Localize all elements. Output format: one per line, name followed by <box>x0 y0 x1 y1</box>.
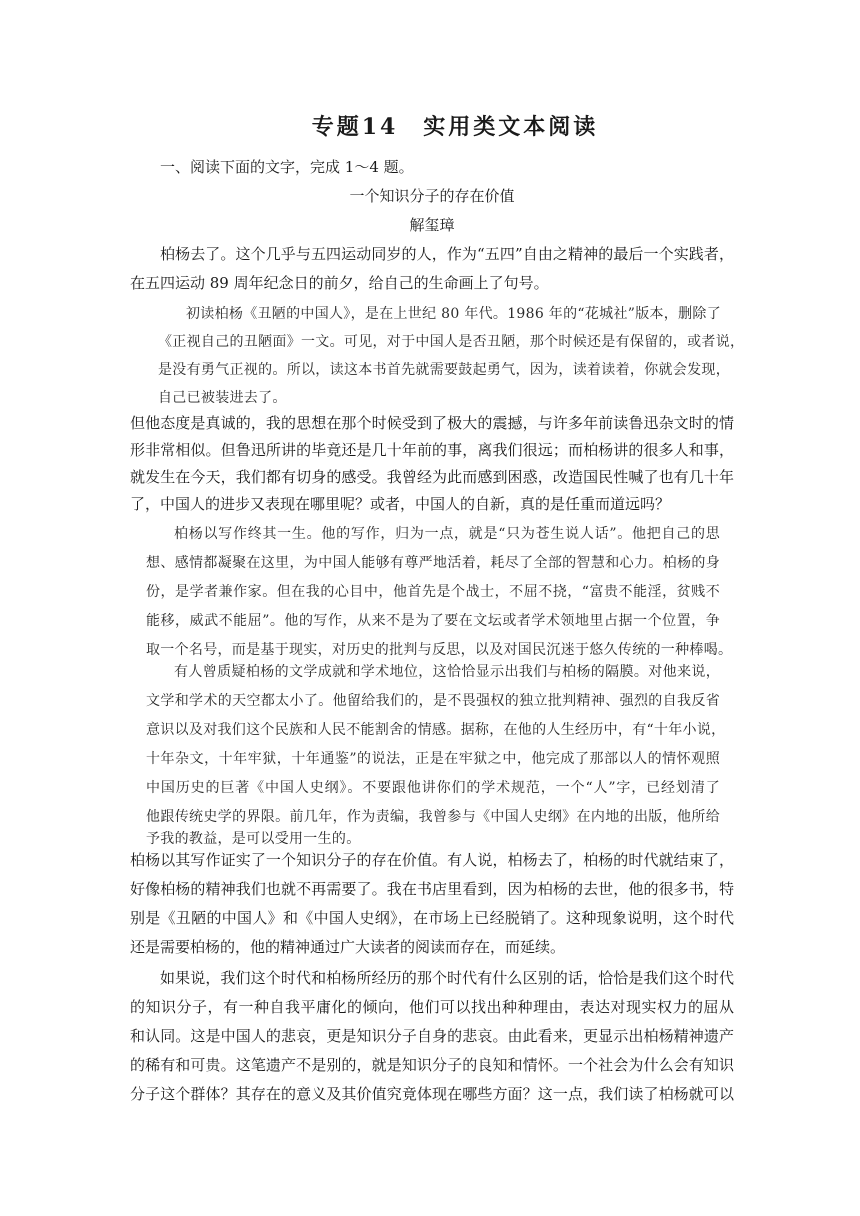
text-line: 想、感情都凝聚在这里，为中国人能够有尊严地活着，耗尽了全部的智慧和心力。柏杨的身 <box>146 555 720 571</box>
text-line: 柏杨去了。这个几乎与五四运动同岁的人，作为“五四”自由之精神的最后一个实践者， <box>160 245 734 263</box>
text-line: 的知识分子，有一种自我平庸化的倾向，他们可以找出种种理由，表达对现实权力的屈从 <box>130 998 734 1016</box>
text-line: 有人曾质疑柏杨的文学成就和学术地位，这恰恰显示出我们与柏杨的隔膜。对他来说， <box>174 664 720 680</box>
text-line: 是没有勇气正视的。所以，读这本书首先就需要鼓起勇气，因为，读着读着，你就会发现， <box>158 362 730 378</box>
instruction-text: 一、阅读下面的文字，完成 1～4 题。 <box>160 158 414 176</box>
text-line: 了，中国人的进步又表现在哪里呢？或者，中国人的自新，真的是任重而道远吗？ <box>130 495 671 513</box>
text-line: 他跟传统史学的界限。前几年，作为责编，我曾参与《中国人史纲》在内地的出版，他所给 <box>146 809 720 825</box>
text-line: 形非常相似。但鲁迅所讲的毕竟还是几十年前的事，离我们很远；而柏杨讲的很多人和事， <box>130 441 734 459</box>
text-line: 自己已被装进去了。 <box>158 390 287 406</box>
text-line: 还是需要柏杨的，他的精神通过广大读者的阅读而存在，而延续。 <box>130 938 566 956</box>
text-line: 中国历史的巨著《中国人史纲》。不要跟他讲你们的学术规范，一个“人”字，已经划清了 <box>146 780 720 796</box>
text-line: 文学和学术的天空都太小了。他留给我们的，是不畏强权的独立批判精神、强烈的自我反省 <box>146 693 720 709</box>
text-line: 在五四运动 89 周年纪念日的前夕，给自己的生命画上了句号。 <box>130 274 549 292</box>
text-line: 的稀有和可贵。这笔遗产不是别的，就是知识分子的良知和情怀。一个社会为什么会有知识 <box>130 1056 734 1074</box>
text-line: 能移，威武不能屈”。他的写作，从来不是为了要在文坛或者学术领地里占据一个位置，争 <box>146 613 720 629</box>
text-line: 如果说，我们这个时代和柏杨所经历的那个时代有什么区别的话，恰恰是我们这个时代 <box>160 969 734 987</box>
text-line: 《正视自己的丑陋面》一文。可见，对于中国人是否丑陋，那个时候还是有保留的，或者说， <box>158 334 745 350</box>
text-line: 柏杨以写作终其一生。他的写作，归为一点，就是“只为苍生说人话”。他把自己的思 <box>174 526 720 542</box>
text-line: 予我的教益，是可以受用一生的。 <box>146 831 361 847</box>
text-line: 柏杨以其写作证实了一个知识分子的存在价值。有人说，柏杨去了，柏杨的时代就结束了， <box>130 851 734 869</box>
text-line: 份，是学者兼作家。但在我的心目中，他首先是个战士，不屈不挠，“富贵不能淫，贫贱不 <box>146 584 720 600</box>
text-line: 分子这个群体？其存在的意义及其价值究竟体现在哪些方面？这一点，我们读了柏杨就可以 <box>130 1085 734 1103</box>
text-line: 十年杂文，十年牢狱，十年通鉴”的说法，正是在牢狱之中，他完成了那部以人的情怀观照 <box>146 751 720 767</box>
text-line: 取一个名号，而是基于现实，对历史的批判与反思，以及对国民沉迷于悠久传统的一种棒喝。 <box>146 642 733 658</box>
text-line: 但他态度是真诚的，我的思想在那个时候受到了极大的震撼，与许多年前读鲁迅杂文时的情 <box>130 414 734 432</box>
text-line: 就发生在今天，我们都有切身的感受。我曾经为此而感到困惑，改造国民性喊了也有几十年 <box>130 468 734 486</box>
article-title: 一个知识分子的存在价值 <box>349 187 515 205</box>
text-line: 意识以及对我们这个民族和人民不能割舍的情感。据称，在他的人生经历中，有“十年小说， <box>146 722 726 738</box>
text-line: 和认同。这是中国人的悲哀，更是知识分子自身的悲哀。由此看来，更显示出柏杨精神遗产 <box>130 1027 734 1045</box>
page-title: 专题14 实用类文本阅读 <box>311 114 599 140</box>
text-line: 好像柏杨的精神我们也就不再需要了。我在书店里看到，因为柏杨的去世，他的很多书，特 <box>130 880 734 898</box>
text-line: 初读柏杨《丑陋的中国人》，是在上世纪 80 年代。1986 年的“花城社”版本，删除了 <box>186 306 722 322</box>
text-line: 别是《丑陋的中国人》和《中国人史纲》，在市场上已经脱销了。这种现象说明，这个时代 <box>130 909 734 927</box>
article-author: 解玺璋 <box>409 216 455 234</box>
